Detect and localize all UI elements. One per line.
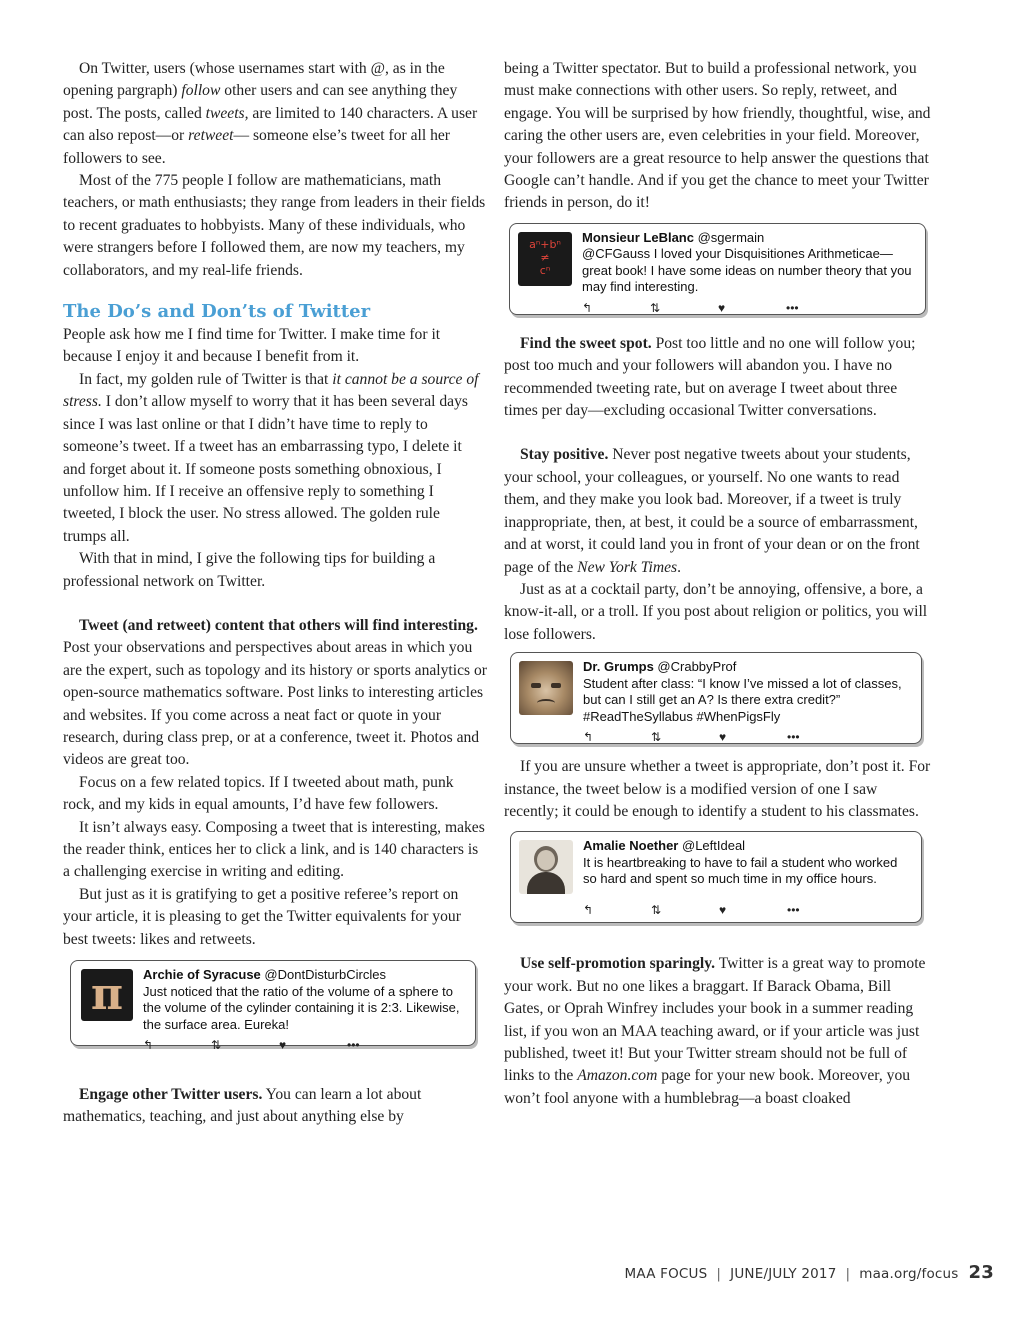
page-footer: MAA FOCUS | JUNE/JULY 2017 | maa.org/focus 23 — [624, 1262, 994, 1283]
spacer — [504, 315, 932, 333]
retweet-icon[interactable]: ⇅ — [650, 300, 661, 315]
paragraph: It isn’t always easy. Composing a tweet that is interesting, makes the reader think, entices her to click a link, and is 140 characters is a challenging exercise in writing and editing. — [63, 818, 485, 881]
tweet-text: Student after class: “I know I’ve missed a lot of classes, but can I still get an A? Is there extra credit?” #ReadTheSyllabus #WhenPigsFly — [583, 675, 902, 724]
paragraph: Focus on a few related topics. If I tweeted about math, punk rock, and my kids in equal amounts, I’d have few followers. — [63, 773, 454, 814]
tweet-username[interactable]: Archie of Syracuse — [143, 967, 261, 983]
like-icon[interactable]: ♥ — [719, 902, 727, 917]
tweet-username[interactable]: Monsieur LeBlanc — [582, 229, 694, 245]
paragraph: Most of the 775 people I follow are mathematicians, math teachers, or math enthusiasts; they range from leaders in their fields to recent graduates to hobbyists. Many of these individuals, who were strangers before I followed them, are now my teachers, my collaborators, and my real-life friends. — [63, 172, 486, 279]
section-heading: The Do’s and Don’ts of Twitter — [63, 301, 371, 323]
tweet-text: It is heartbreaking to have to fail a student who worked so hard and spent so much time in my office hours. — [583, 854, 898, 887]
grumpy-cat-avatar — [519, 661, 573, 715]
reply-icon[interactable]: ↰ — [583, 902, 594, 917]
publication-name: MAA FOCUS — [624, 1266, 708, 1282]
paragraph: On Twitter, users (whose usernames start with @, as in the opening pargraph) follow other users and can see anything they post. The posts, called tweets, are limited to 140 characters. A user can also repost—or retweet— someone else’s tweet for all her followers to see. — [63, 60, 478, 167]
paragraph: If you are unsure whether a tweet is appropriate, don’t post it. For instance, the tweet below is a modified version of one I saw recently; it could be enough to identify a student to his classmates. — [504, 758, 931, 820]
pi-avatar — [81, 969, 133, 1021]
spacer — [504, 422, 932, 444]
like-icon[interactable]: ♥ — [718, 300, 726, 315]
paragraph: Use self-promotion sparingly. Twitter is a great way to promote your work. But no one likes a braggart. If Barack Obama, Bill Gates, or Oprah Winfrey includes your book in a summer reading list, if you won an MAA teaching award, or if your article was just published, tweet it! But your Twitter stream should not be full of links to the Amazon.com page for your new book. Moreover, you won’t fool anyone with a humblebrag—a boast cloaked — [504, 955, 926, 1107]
tweet-actions — [143, 1037, 465, 1053]
paragraph: Tweet (and retweet) content that others will find interesting. Post your observations and perspectives about areas in which you are the expert, such as topology and its history or sports analytics or open-source mathematics software. Post links to interesting articles and websites. If you come across a neat fact or quote in your research, during class prep, or at a conference, tweet it. Photos and videos are great too. — [63, 616, 487, 769]
retweet-icon[interactable]: ⇅ — [211, 1038, 222, 1053]
paragraph: People ask how me I find time for Twitter. I make time for it because I enjoy it and because I benefit from it. — [63, 326, 441, 366]
spacer — [504, 923, 932, 953]
tweet-handle[interactable]: @DontDisturbCircles — [264, 967, 386, 983]
tweet-username[interactable]: Dr. Grumps — [583, 659, 654, 675]
left-column — [63, 58, 487, 1129]
tweet-handle[interactable]: @sgermain — [697, 229, 765, 245]
spacer — [504, 744, 932, 756]
paragraph: Just as at a cocktail party, don’t be annoying, offensive, a bore, a know-it-all, or a troll. If you post about religion or politics, you will lose followers. — [504, 580, 928, 643]
tip-title: Stay positive. — [520, 446, 609, 464]
retweet-icon[interactable]: ⇅ — [651, 730, 662, 745]
like-icon[interactable]: ♥ — [279, 1038, 287, 1053]
tweet-handle[interactable]: @CrabbyProf — [657, 659, 737, 675]
reply-icon[interactable]: ↰ — [583, 730, 594, 745]
equation-avatar: aⁿ+bⁿ ≠ cⁿ — [518, 232, 572, 286]
more-icon[interactable]: ••• — [347, 1038, 360, 1053]
paragraph: Engage other Twitter users. You can learn a lot about mathematics, teaching, and just about anything else by — [63, 1086, 422, 1126]
tweet-card-archie — [70, 960, 476, 1053]
tweet-actions — [583, 729, 911, 745]
like-icon[interactable]: ♥ — [719, 730, 727, 745]
tweet-text: Just noticed that the ratio of the volume of a sphere to the volume of the cylinder containing it is 2:3. Likewise, the surface area. Eureka! — [143, 983, 460, 1032]
paragraph: Stay positive. Never post negative tweets about your students, your school, your colleagues, or yourself. No one wants to read them, and they make you look bad. Moreover, if a tweet is truly inappropriate, then, at best, it could be a source of embarrassment, and at worst, it could land you in front of your dean or on the front page of the New York Times. — [504, 446, 920, 576]
reply-icon[interactable]: ↰ — [143, 1038, 154, 1053]
tip-title: Engage other Twitter users. — [79, 1086, 263, 1104]
tip-title: Tweet (and retweet) content that others will find interesting. — [79, 616, 478, 634]
paragraph: With that in mind, I give the following tips for building a professional network on Twitter. — [63, 550, 436, 590]
tweet-card-leblanc — [509, 223, 926, 315]
page-number: 23 — [968, 1262, 994, 1283]
tip-title: Use self-promotion sparingly. — [520, 955, 716, 973]
paragraph: In fact, my golden rule of Twitter is that it cannot be a source of stress. I don’t allow myself to worry that it has been several days since I was last online or that I didn’t have time to reply to someone’s tweet. If a tweet has an embarrassing typo, I delete it and forget about it. If someone posts something obnoxious, I unfollow him. If I receive an offensive reply to something I tweeted, I block the user. No stress allowed. The golden rule trumps all. — [63, 370, 479, 545]
tweet-actions — [583, 902, 911, 918]
cat-face-icon — [531, 683, 541, 688]
paragraph: Find the sweet spot. Post too little and no one will follow you; post too much and your followers will abandon you. I have no recommended tweeting rate, but on average I tweet about three times per day—excluding occasional Twitter conversations. — [504, 334, 916, 420]
site-link[interactable]: maa.org/focus — [859, 1266, 959, 1282]
tweet-text: @CFGauss I loved your Disquisitiones Arithmeticae—great book! I have some ideas on number theory that you may find interesting. — [582, 246, 912, 295]
retweet-icon[interactable]: ⇅ — [651, 902, 662, 917]
more-icon[interactable]: ••• — [786, 300, 799, 315]
paragraph: But just as it is gratifying to get a positive referee’s report on your article, it is pleasing to get the Twitter equivalents for your best tweets: likes and retweets. — [63, 885, 461, 948]
tweet-handle[interactable]: @LeftIdeal — [682, 838, 746, 854]
more-icon[interactable]: ••• — [787, 730, 800, 745]
pi-icon: π — [90, 969, 124, 1021]
spacer — [63, 593, 487, 615]
reply-icon[interactable]: ↰ — [582, 300, 593, 315]
tweet-card-grumps — [510, 652, 922, 744]
tweet-actions — [582, 300, 915, 316]
tweet-username[interactable]: Amalie Noether — [583, 838, 679, 854]
right-column — [504, 58, 932, 1110]
paragraph: being a Twitter spectator. But to build a professional network, you must make connections with other users. So reply, retweet, and engage. You will be surprised by how friendly, thoughtful, wise, and caring the other users are, even celebrities in your field. Moreover, your followers are a great resource to help answer the questions that Google can’t handle. And if you get the chance to meet your Twitter friends in person, do it! — [504, 60, 931, 212]
portrait-avatar — [519, 840, 573, 894]
tip-title: Find the sweet spot. — [520, 334, 652, 352]
tweet-card-noether — [510, 831, 922, 923]
more-icon[interactable]: ••• — [787, 902, 800, 917]
issue-date: JUNE/JULY 2017 — [730, 1266, 837, 1282]
